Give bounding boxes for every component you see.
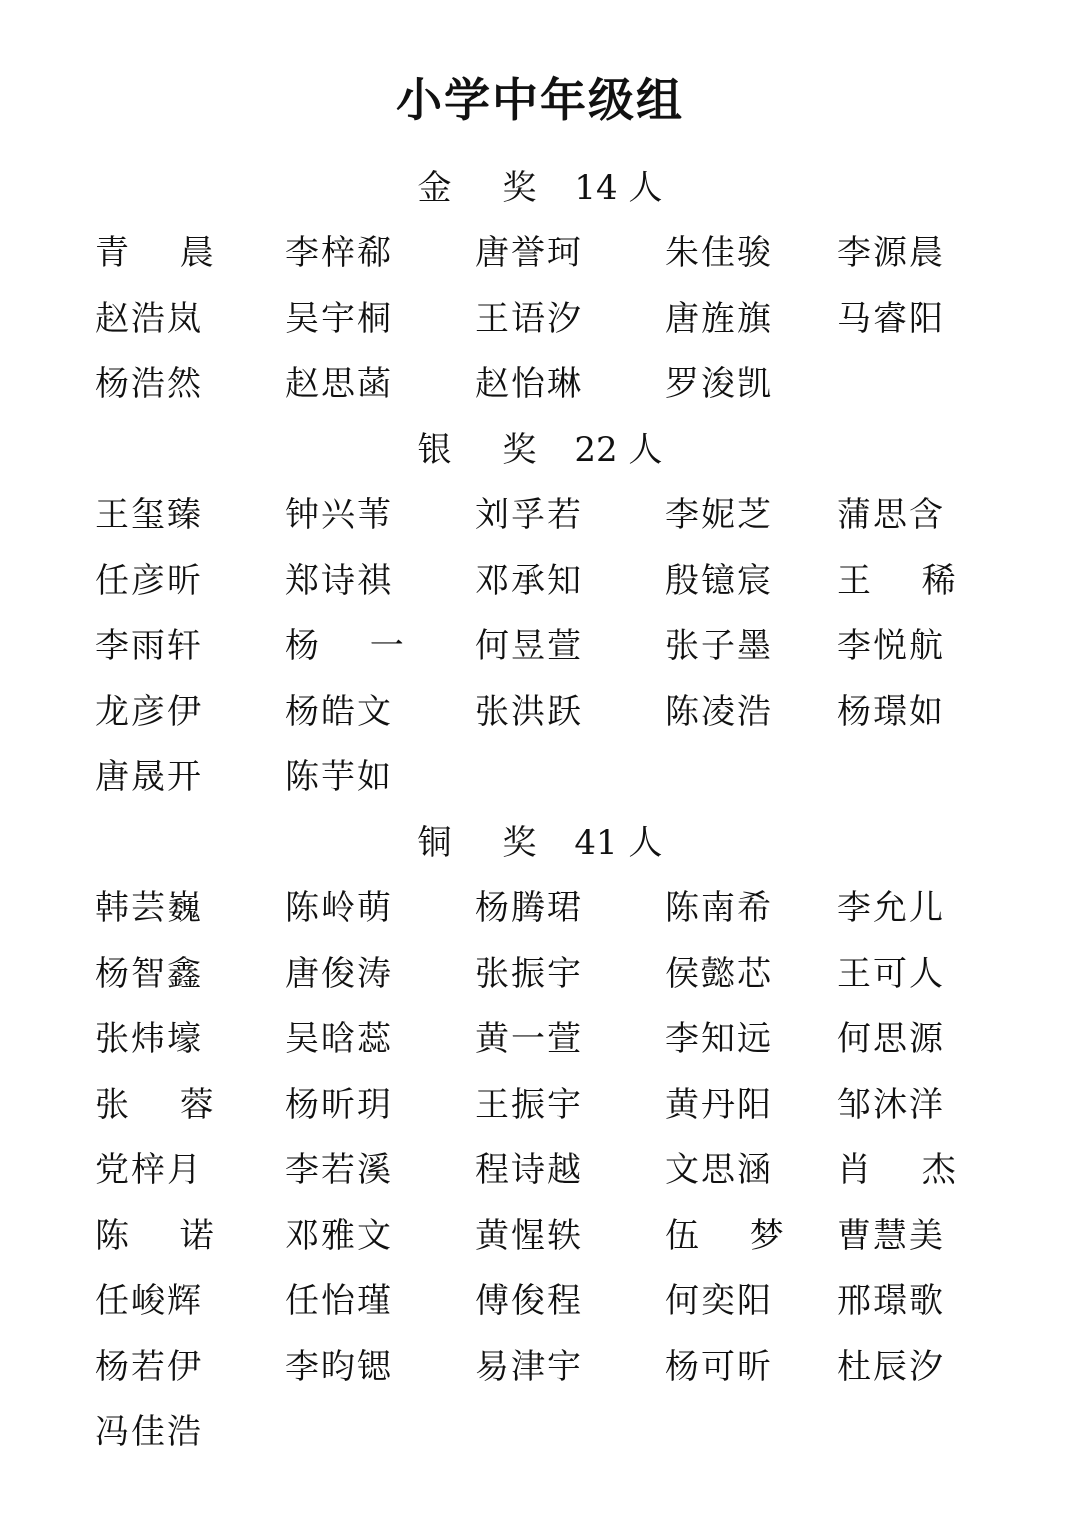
winner-name: 邓雅文 (285, 1215, 393, 1256)
winner-name: 龙彦伊 (95, 691, 203, 732)
winner-name: 殷镱宸 (665, 560, 773, 601)
winner-name: 赵浩岚 (95, 298, 203, 339)
winner-name: 任怡瑾 (285, 1281, 393, 1321)
winner-name: 邢璟歌 (837, 1281, 945, 1321)
bronze-award-heading (0, 818, 1080, 868)
winner-name: 何奕阳 (665, 1281, 773, 1321)
winner-name: 黄一萱 (475, 1019, 583, 1059)
winner-name: 王振宇 (475, 1084, 583, 1125)
winner-name: 李雨轩 (95, 626, 203, 666)
winner-name: 程诗越 (475, 1150, 583, 1190)
winner-name: 傅俊程 (475, 1281, 583, 1321)
winner-name: 王语汐 (475, 298, 583, 339)
winner-name: 陈凌浩 (665, 691, 773, 732)
winner-name: 王可人 (837, 953, 945, 994)
winner-name: 杨腾珺 (475, 888, 583, 928)
winner-name: 邓承知 (475, 560, 583, 601)
winner-name: 杨浩然 (95, 364, 203, 404)
winner-name: 张洪跃 (475, 691, 583, 732)
winner-name: 杨若伊 (95, 1346, 203, 1387)
winner-name: 陈 诺 (95, 1215, 216, 1256)
winner-name: 李允儿 (837, 888, 945, 928)
winner-name: 李妮芝 (665, 495, 773, 535)
winner-name: 唐俊涛 (285, 953, 393, 994)
winner-name: 唐旌旗 (665, 298, 773, 339)
winner-name: 冯佳浩 (95, 1412, 203, 1452)
award-name: 金 奖 (417, 168, 557, 208)
winner-name: 李若溪 (285, 1150, 393, 1190)
winner-name: 曹慧美 (837, 1215, 945, 1256)
winner-name: 吴晗蕊 (285, 1019, 393, 1059)
winner-name: 陈芋如 (285, 757, 393, 797)
award-count: 14 人 (574, 168, 663, 208)
award-name: 银 奖 (417, 430, 557, 470)
winner-name: 邹沐洋 (837, 1084, 945, 1125)
winner-name: 王 稀 (837, 560, 958, 601)
winner-name: 杨璟如 (837, 691, 945, 732)
winner-name: 肖 杰 (837, 1150, 958, 1190)
winner-name: 李悦航 (837, 626, 945, 666)
winner-name: 杨 一 (285, 626, 406, 666)
winner-name: 党梓月 (95, 1150, 203, 1190)
winner-name: 何昱萱 (475, 626, 583, 666)
winner-name: 李梓郗 (285, 233, 393, 273)
winner-name: 杜辰汐 (837, 1346, 945, 1387)
winner-name: 陈岭萌 (285, 888, 393, 928)
award-name: 铜 奖 (417, 823, 557, 863)
gold-award-name-grid (0, 221, 1080, 418)
page-title: 小学中年级组 (396, 73, 684, 127)
winner-name: 张炜壕 (95, 1019, 203, 1059)
winner-name: 杨可昕 (665, 1346, 773, 1387)
winner-name: 韩芸巍 (95, 888, 203, 928)
winner-name: 易津宇 (475, 1346, 583, 1387)
winner-name: 张振宇 (475, 953, 583, 994)
winner-name: 杨智鑫 (95, 953, 203, 994)
winner-name: 唐晟开 (95, 757, 203, 797)
winner-name: 钟兴苇 (285, 495, 393, 535)
winner-name: 何思源 (837, 1019, 945, 1059)
winner-name: 侯懿芯 (665, 953, 773, 994)
winner-name: 朱佳骏 (665, 233, 773, 273)
winner-name: 文思涵 (665, 1150, 773, 1190)
bronze-award-name-grid (0, 876, 1080, 1466)
winner-name: 任峻辉 (95, 1281, 203, 1321)
winner-name: 赵怡琳 (475, 364, 583, 404)
winner-name: 任彦昕 (95, 560, 203, 601)
winner-name: 罗浚凯 (665, 364, 773, 404)
winner-name: 蒲思含 (837, 495, 945, 535)
winner-name: 张子墨 (665, 626, 773, 666)
winner-name: 伍 梦 (665, 1215, 786, 1256)
winner-name: 李知远 (665, 1019, 773, 1059)
winner-name: 赵思菡 (285, 364, 393, 404)
winner-name: 黄丹阳 (665, 1084, 773, 1125)
winner-name: 李昀锶 (285, 1346, 393, 1387)
award-count: 41 人 (574, 823, 663, 863)
winner-name: 陈南希 (665, 888, 773, 928)
winner-name: 唐誉珂 (475, 233, 583, 273)
winner-name: 青 晨 (95, 233, 216, 273)
winner-name: 吴宇桐 (285, 298, 393, 339)
winner-name: 杨昕玥 (285, 1084, 393, 1125)
winner-name: 郑诗祺 (285, 560, 393, 601)
winner-name: 张 蓉 (95, 1084, 216, 1125)
silver-award-heading (0, 425, 1080, 475)
winner-name: 李源晨 (837, 233, 945, 273)
silver-award-name-grid (0, 483, 1080, 811)
winner-name: 王玺臻 (95, 495, 203, 535)
winner-name: 刘孚若 (475, 495, 583, 535)
gold-award-heading (0, 163, 1080, 213)
winner-name: 黄惺轶 (475, 1215, 583, 1256)
winner-name: 杨皓文 (285, 691, 393, 732)
award-count: 22 人 (574, 430, 663, 470)
winner-name: 马睿阳 (837, 298, 945, 339)
